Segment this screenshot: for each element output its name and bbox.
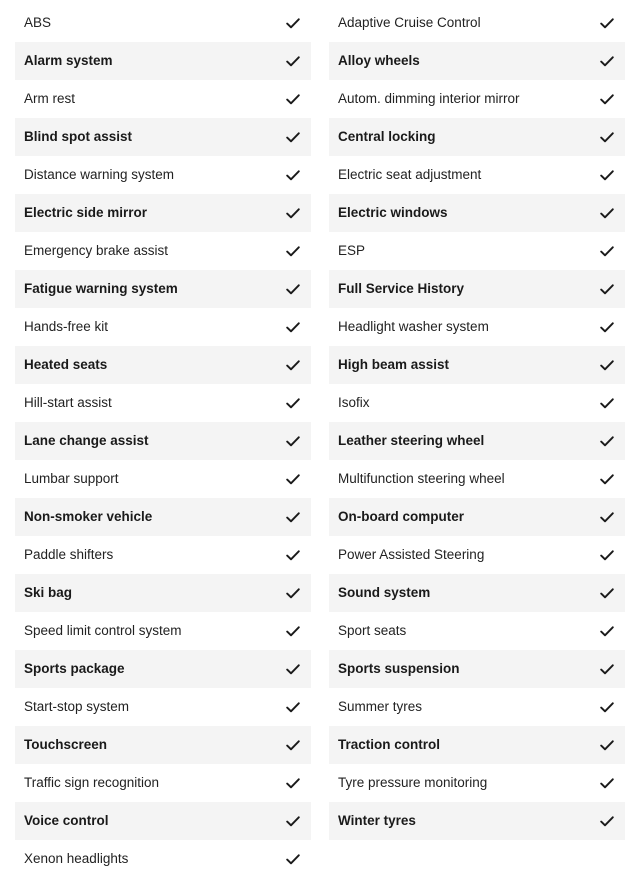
feature-label: Central locking <box>338 129 436 144</box>
feature-label: Traction control <box>338 737 441 752</box>
feature-item-sound-system <box>329 574 625 612</box>
checkmark-icon <box>599 167 615 183</box>
feature-item-lane-change-assist <box>15 422 311 460</box>
feature-label: Lane change assist <box>24 433 149 448</box>
feature-label: Ski bag <box>24 585 73 600</box>
checkmark-icon <box>285 509 301 525</box>
checkmark-icon <box>599 15 615 31</box>
feature-item-sports-suspension <box>329 650 625 688</box>
feature-label: Summer tyres <box>338 699 423 714</box>
feature-label: ABS <box>24 15 52 30</box>
checkmark-icon <box>599 243 615 259</box>
feature-item-power-assisted-steering <box>329 536 625 574</box>
feature-label: Hill-start assist <box>24 395 112 410</box>
feature-item-high-beam-assist <box>329 346 625 384</box>
checkmark-icon <box>599 699 615 715</box>
checkmark-icon <box>599 91 615 107</box>
feature-label: Alloy wheels <box>338 53 420 68</box>
feature-label: ESP <box>338 243 366 258</box>
feature-item-hands-free-kit <box>15 308 311 346</box>
feature-item-voice-control <box>15 802 311 840</box>
feature-item-traction-control <box>329 726 625 764</box>
feature-label: Non-smoker vehicle <box>24 509 153 524</box>
feature-label: Voice control <box>24 813 109 828</box>
feature-label: On-board computer <box>338 509 465 524</box>
checkmark-icon <box>285 91 301 107</box>
feature-item-lumbar-support <box>15 460 311 498</box>
feature-label: Arm rest <box>24 91 76 106</box>
feature-label: Adaptive Cruise Control <box>338 15 481 30</box>
checkmark-icon <box>285 205 301 221</box>
feature-label: Emergency brake assist <box>24 243 169 258</box>
checkmark-icon <box>285 167 301 183</box>
feature-item-arm-rest <box>15 80 311 118</box>
feature-item-winter-tyres <box>329 802 625 840</box>
feature-item-distance-warning-system <box>15 156 311 194</box>
feature-item-full-service-history <box>329 270 625 308</box>
feature-label: Heated seats <box>24 357 108 372</box>
checkmark-icon <box>285 623 301 639</box>
feature-item-heated-seats <box>15 346 311 384</box>
checkmark-icon <box>285 851 301 867</box>
feature-item-tyre-pressure-monitoring <box>329 764 625 802</box>
feature-label: Tyre pressure monitoring <box>338 775 488 790</box>
feature-item-touchscreen <box>15 726 311 764</box>
checkmark-icon <box>285 813 301 829</box>
feature-item-on-board-computer <box>329 498 625 536</box>
feature-label: Sound system <box>338 585 431 600</box>
feature-label: Electric windows <box>338 205 448 220</box>
checkmark-icon <box>599 585 615 601</box>
feature-item-electric-side-mirror <box>15 194 311 232</box>
checkmark-icon <box>599 395 615 411</box>
feature-label: Traffic sign recognition <box>24 775 160 790</box>
checkmark-icon <box>285 661 301 677</box>
feature-label: Blind spot assist <box>24 129 133 144</box>
feature-label: Power Assisted Steering <box>338 547 485 562</box>
feature-item-multifunction-steering-wheel <box>329 460 625 498</box>
feature-item-start-stop-system <box>15 688 311 726</box>
feature-item-speed-limit-control-system <box>15 612 311 650</box>
checkmark-icon <box>599 471 615 487</box>
checkmark-icon <box>599 357 615 373</box>
checkmark-icon <box>285 129 301 145</box>
feature-label: Winter tyres <box>338 813 416 828</box>
feature-item-non-smoker-vehicle <box>15 498 311 536</box>
feature-item-abs <box>15 4 311 42</box>
feature-item-ski-bag <box>15 574 311 612</box>
feature-label: Electric side mirror <box>24 205 148 220</box>
checkmark-icon <box>599 509 615 525</box>
feature-label: Start-stop system <box>24 699 130 714</box>
feature-label: Speed limit control system <box>24 623 182 638</box>
checkmark-icon <box>599 319 615 335</box>
feature-item-paddle-shifters <box>15 536 311 574</box>
feature-label: Alarm system <box>24 53 113 68</box>
checkmark-icon <box>285 53 301 69</box>
feature-item-leather-steering-wheel <box>329 422 625 460</box>
checkmark-icon <box>599 737 615 753</box>
feature-label: Isofix <box>338 395 370 410</box>
feature-item-autom-dimming-interior-mirror <box>329 80 625 118</box>
feature-item-central-locking <box>329 118 625 156</box>
feature-label: Electric seat adjustment <box>338 167 482 182</box>
feature-label: Distance warning system <box>24 167 175 182</box>
checkmark-icon <box>599 623 615 639</box>
checkmark-icon <box>285 357 301 373</box>
feature-label: Fatigue warning system <box>24 281 178 296</box>
feature-label: Sports suspension <box>338 661 460 676</box>
checkmark-icon <box>285 395 301 411</box>
checkmark-icon <box>285 547 301 563</box>
checkmark-icon <box>599 547 615 563</box>
feature-item-sports-package <box>15 650 311 688</box>
feature-item-adaptive-cruise-control <box>329 4 625 42</box>
feature-label: High beam assist <box>338 357 450 372</box>
feature-item-emergency-brake-assist <box>15 232 311 270</box>
checkmark-icon <box>285 319 301 335</box>
feature-item-xenon-headlights <box>15 840 311 878</box>
feature-column-right <box>329 4 625 840</box>
feature-label: Sports package <box>24 661 125 676</box>
feature-item-sport-seats <box>329 612 625 650</box>
feature-item-isofix <box>329 384 625 422</box>
feature-label: Leather steering wheel <box>338 433 485 448</box>
checkmark-icon <box>285 585 301 601</box>
checkmark-icon <box>285 737 301 753</box>
feature-label: Lumbar support <box>24 471 119 486</box>
checkmark-icon <box>285 15 301 31</box>
checkmark-icon <box>599 205 615 221</box>
checkmark-icon <box>599 129 615 145</box>
feature-label: Autom. dimming interior mirror <box>338 91 520 106</box>
checkmark-icon <box>285 243 301 259</box>
checkmark-icon <box>599 53 615 69</box>
feature-label: Full Service History <box>338 281 465 296</box>
checkmark-icon <box>285 281 301 297</box>
checkmark-icon <box>285 699 301 715</box>
checkmark-icon <box>599 813 615 829</box>
feature-item-fatigue-warning-system <box>15 270 311 308</box>
feature-item-blind-spot-assist <box>15 118 311 156</box>
feature-item-headlight-washer-system <box>329 308 625 346</box>
feature-label: Sport seats <box>338 623 407 638</box>
feature-item-alarm-system <box>15 42 311 80</box>
feature-item-alloy-wheels <box>329 42 625 80</box>
checkmark-icon <box>285 471 301 487</box>
checkmark-icon <box>599 661 615 677</box>
feature-column-left <box>15 4 311 878</box>
feature-item-summer-tyres <box>329 688 625 726</box>
feature-item-esp <box>329 232 625 270</box>
feature-label: Multifunction steering wheel <box>338 471 505 486</box>
checkmark-icon <box>285 775 301 791</box>
checkmark-icon <box>599 433 615 449</box>
feature-item-traffic-sign-recognition <box>15 764 311 802</box>
feature-label: Xenon headlights <box>24 851 129 866</box>
checkmark-icon <box>599 775 615 791</box>
feature-label: Touchscreen <box>24 737 108 752</box>
feature-item-electric-seat-adjustment <box>329 156 625 194</box>
feature-label: Hands-free kit <box>24 319 109 334</box>
feature-label: Paddle shifters <box>24 547 114 562</box>
feature-item-electric-windows <box>329 194 625 232</box>
checkmark-icon <box>599 281 615 297</box>
feature-label: Headlight washer system <box>338 319 489 334</box>
checkmark-icon <box>285 433 301 449</box>
feature-item-hill-start-assist <box>15 384 311 422</box>
